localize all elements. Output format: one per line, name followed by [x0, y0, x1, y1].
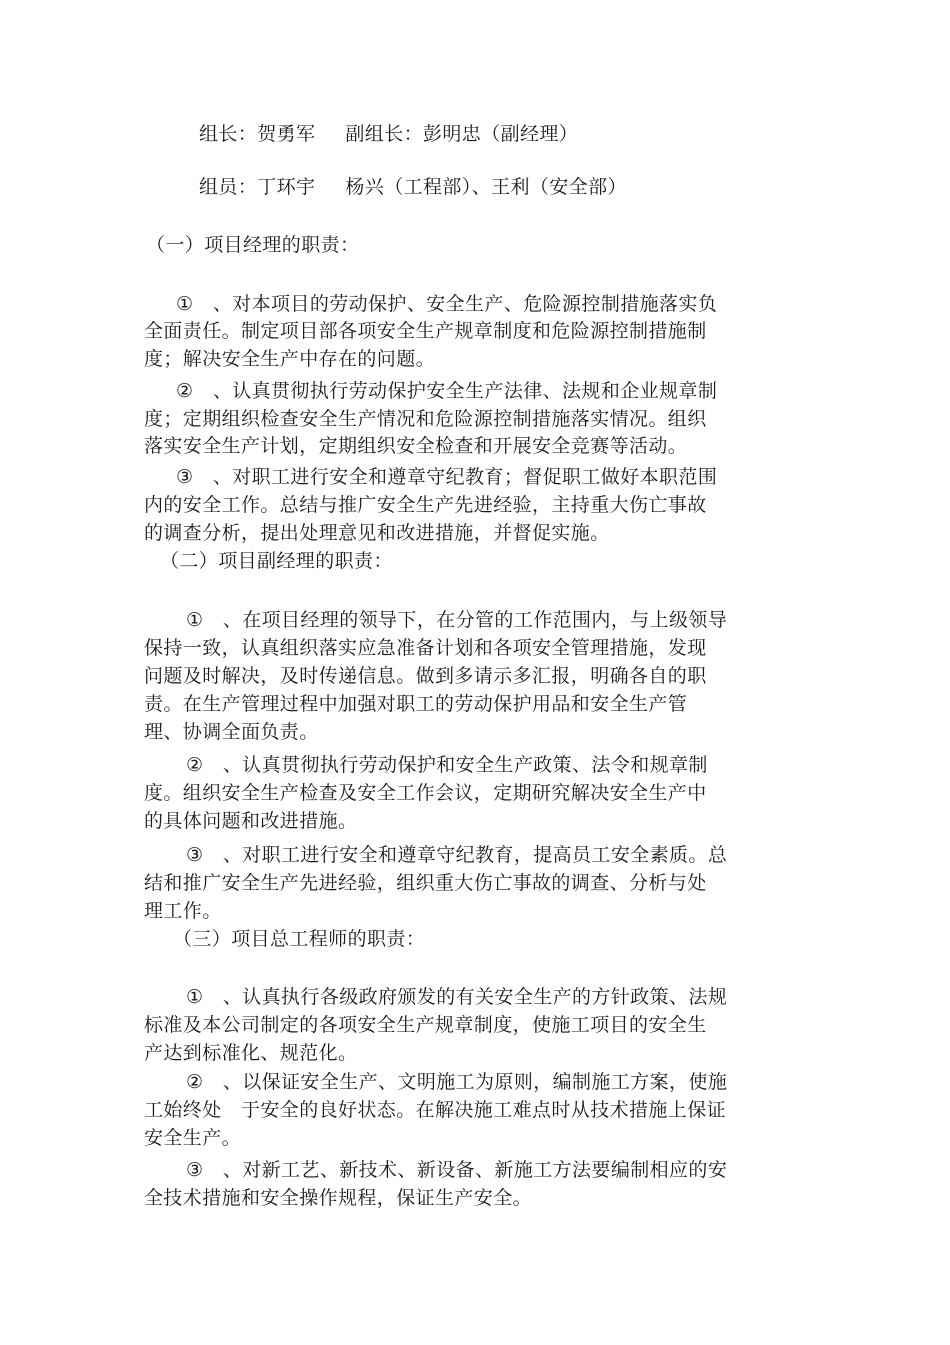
section-heading: （二）项目副经理的职责： [160, 550, 393, 572]
paragraph-line: ② 、认真贯彻执行劳动保护和安全生产政策、法令和规章制 [186, 754, 708, 776]
team-member-line [199, 174, 627, 200]
paragraph-line: ③ 、对职工进行安全和遵章守纪教育，提高员工安全素质。总 [186, 844, 728, 866]
section-heading: （三）项目总工程师的职责： [173, 928, 426, 950]
deputy-leader: 副组长：彭明忠（副经理） [345, 123, 579, 145]
paragraph-line: 全面责任。制定项目部各项安全生产规章制度和危险源控制措施制 [144, 320, 707, 342]
paragraph-line: 结和推广安全生产先进经验，组织重大伤亡事故的调查、分析与处 [144, 872, 707, 894]
paragraph-line: 的具体问题和改进措施。 [144, 810, 358, 832]
paragraph-line: 度；定期组织检查安全生产情况和危险源控制措施落实情况。组织 [144, 408, 707, 430]
paragraph-line: 标准及本公司制定的各项安全生产规章制度，使施工项目的安全生 [144, 1014, 707, 1036]
paragraph-line: 问题及时解决，及时传递信息。做到多请示多汇报，明确各自的职 [144, 665, 707, 687]
paragraph-line: 产达到标准化、规范化。 [144, 1042, 358, 1064]
paragraph-line: ② 、以保证安全生产、文明施工为原则，编制施工方案，使施 [186, 1071, 728, 1093]
paragraph-line: ③ 、对职工进行安全和遵章守纪教育；督促职工做好本职范围 [176, 466, 718, 488]
paragraph-line: 工始终处 于安全的良好状态。在解决施工难点时从技术措施上保证 [144, 1099, 727, 1121]
paragraph-line: ③ 、对新工艺、新技术、新设备、新施工方法要编制相应的安 [186, 1159, 728, 1181]
paragraph-line: ① 、认真执行各级政府颁发的有关安全生产的方针政策、法规 [186, 986, 728, 1008]
paragraph-line: 落实安全生产计划，定期组织安全检查和开展安全竞赛等活动。 [144, 435, 688, 457]
paragraph-line: 度；解决安全生产中存在的问题。 [144, 348, 436, 370]
paragraph-line: 内的安全工作。总结与推广安全生产先进经验，主持重大伤亡事故 [144, 494, 707, 516]
team-leader-line [199, 121, 578, 147]
section-heading: （一）项目经理的职责： [146, 234, 360, 256]
paragraph-line: 的调查分析，提出处理意见和改进措施，并督促实施。 [144, 522, 610, 544]
paragraph-line: ① 、对本项目的劳动保护、安全生产、危险源控制措施落实负 [176, 293, 718, 315]
paragraph-line: ② 、认真贯彻执行劳动保护安全生产法律、法规和企业规章制 [176, 380, 718, 402]
paragraph-line: 理、协调全面负责。 [144, 721, 319, 743]
paragraph-line: 保持一致，认真组织落实应急准备计划和各项安全管理措施，发现 [144, 637, 707, 659]
leader: 组长：贺勇军 [199, 123, 316, 145]
paragraph-line: 全技术措施和安全操作规程，保证生产安全。 [144, 1187, 533, 1209]
paragraph-line: 责。在生产管理过程中加强对职工的劳动保护用品和安全生产管 [144, 693, 688, 715]
paragraph-line: ① 、在项目经理的领导下，在分管的工作范围内，与上级领导 [186, 609, 728, 631]
paragraph-line: 理工作。 [144, 900, 222, 922]
paragraph-line: 安全生产。 [144, 1127, 242, 1149]
other-members: 杨兴（工程部）、王利（安全部） [345, 176, 627, 198]
member-label: 组员：丁环宇 [199, 176, 316, 198]
paragraph-line: 度。组织安全生产检查及安全工作会议，定期研究解决安全生产中 [144, 782, 707, 804]
